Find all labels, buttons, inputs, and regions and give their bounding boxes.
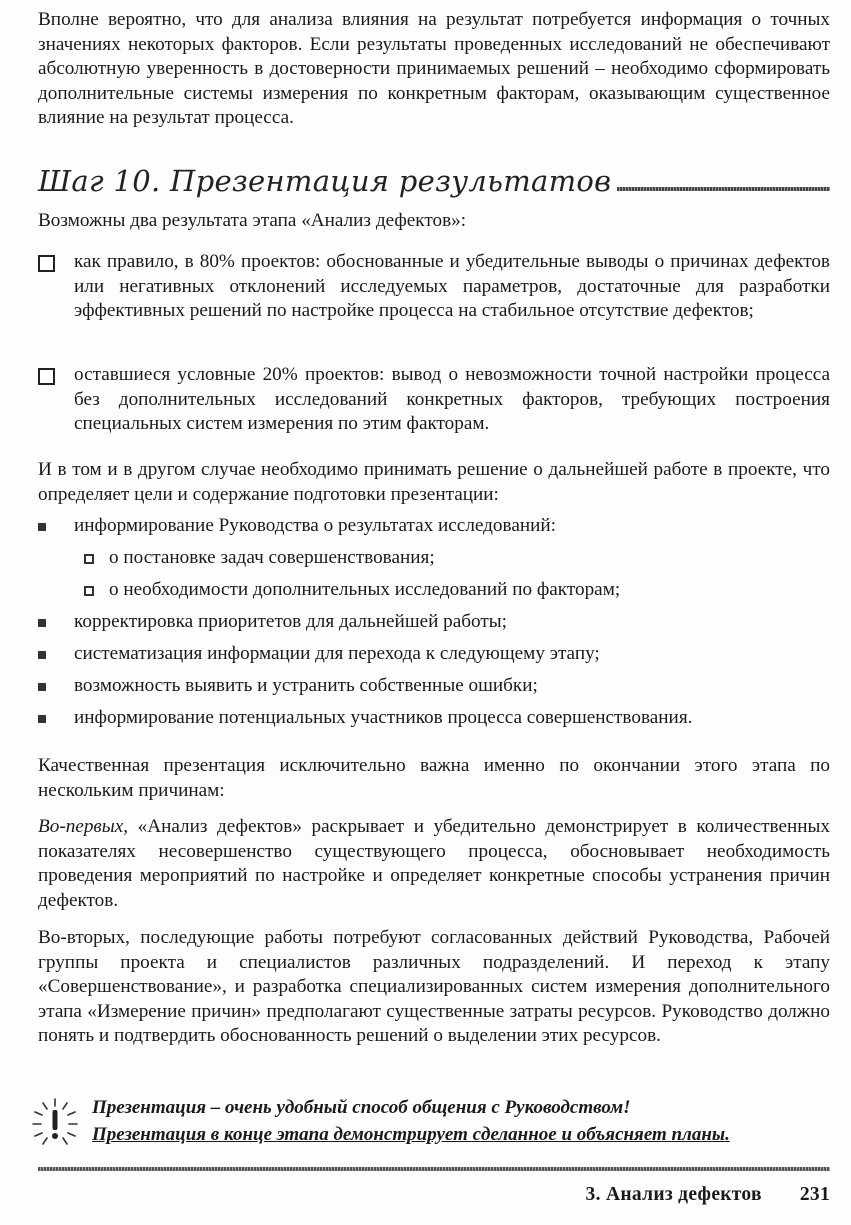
reason-second-paragraph: Во-вторых, последующие работы потребуют согласованных действий Руководства, Рабочей группы проекта и специалистов различных подразделений. И переход к этапу «Совершенствование», и разработка специализированных систем измерения дополнительного этапа «Измерение причин» предполагают существенные затраты ресурсов. Руководство должно понять и подтвердить обоснованность решений о выделении этих ресурсов. (38, 927, 830, 1046)
heading-rule (617, 187, 830, 191)
bullet-text: информирование Руководства о результатах исследований: (74, 515, 556, 536)
sub-bullet-item (84, 578, 824, 606)
importance-paragraph: Качественная презентация исключительно важна именно по окончании этого этапа по нескольким причинам: (38, 755, 830, 801)
intro-paragraph: Вполне вероятно, что для анализа влияния на результат потребуется информация о точных значениях некоторых факторов. Если результаты проведенных исследований не обеспечивают абсолютную уверенность в достоверности принимаемых решений – необходимо сформировать дополнительные системы измерения по конкретным факторам, оказывающим существенное влияние на результат процесса. (38, 9, 830, 128)
square-bullet-icon (38, 683, 46, 691)
square-bullet-icon (38, 651, 46, 659)
bullet-item (38, 642, 830, 670)
result-item-text: как правило, в 80% проектов: обоснованные и убедительные выводы о причинах дефектов или негативных отклонений исследуемых параметров, достаточные для разработки эффективных решений по настройке процесса на стабильное отсутствие дефектов; (74, 251, 830, 321)
note-callout (92, 1094, 832, 1148)
result-item-text: оставшиеся условные 20% проектов: вывод о невозможности точной настройки процесса без дополнительных исследований конкретных факторов, требующих построения специальных систем измерения по этим факторам. (74, 364, 830, 434)
bullet-text: систематизация информации для перехода к следующему этапу; (74, 643, 600, 664)
section-heading-text: Шаг 10. Презентация результатов (38, 164, 612, 198)
square-bullet-icon (38, 523, 46, 531)
note-line-1: Презентация – очень удобный способ общения с Руководством! (92, 1097, 631, 1118)
note-line-2: Презентация в конце этапа демонстрирует сделанное и объясняет планы. (92, 1124, 730, 1145)
bullet-item (38, 514, 830, 542)
square-bullet-icon (38, 619, 46, 627)
bullet-item (38, 706, 830, 734)
bullet-text: корректировка приоритетов для дальнейшей работы; (74, 611, 507, 632)
result-item-2 (38, 363, 830, 437)
bullet-text: информирование потенциальных участников процесса совершенствования. (74, 707, 693, 728)
page-footer (500, 1184, 830, 1206)
result-item-1 (38, 250, 830, 324)
reason-first-paragraph (38, 815, 830, 913)
hollow-square-bullet-icon (84, 586, 94, 596)
checkbox-icon (38, 255, 55, 272)
decision-paragraph: И в том и в другом случае необходимо принимать решение о дальнейшей работе в проекте, что определяет цели и содержание подготовки презентации: (38, 459, 830, 505)
footer-chapter-title: 3. Анализ дефектов (585, 1184, 762, 1205)
sub-bullet-text: о постановке задач совершенствования; (109, 547, 435, 568)
checkbox-icon (38, 368, 55, 385)
bullet-item (38, 674, 830, 702)
hollow-square-bullet-icon (84, 554, 94, 564)
exclamation-burst-icon (32, 1097, 78, 1147)
section-heading (38, 158, 830, 198)
reason-first-lead: Во-первых, (38, 816, 129, 837)
page-number: 231 (799, 1184, 830, 1205)
reason-first-text: «Анализ дефектов» раскрывает и убедительно демонстрирует в количественных показателях несовершенство существующего процесса, обосновывает необходимость проведения мероприятий по настройке и определяет конкретные способы устранения причин дефектов. (38, 816, 830, 911)
footer-rule (38, 1167, 830, 1171)
bullet-text: возможность выявить и устранить собственные ошибки; (74, 675, 538, 696)
sub-bullet-item (84, 546, 824, 574)
square-bullet-icon (38, 715, 46, 723)
results-intro: Возможны два результата этапа «Анализ дефектов»: (38, 210, 467, 231)
sub-bullet-text: о необходимости дополнительных исследований по факторам; (109, 579, 621, 600)
bullet-item (38, 610, 830, 638)
